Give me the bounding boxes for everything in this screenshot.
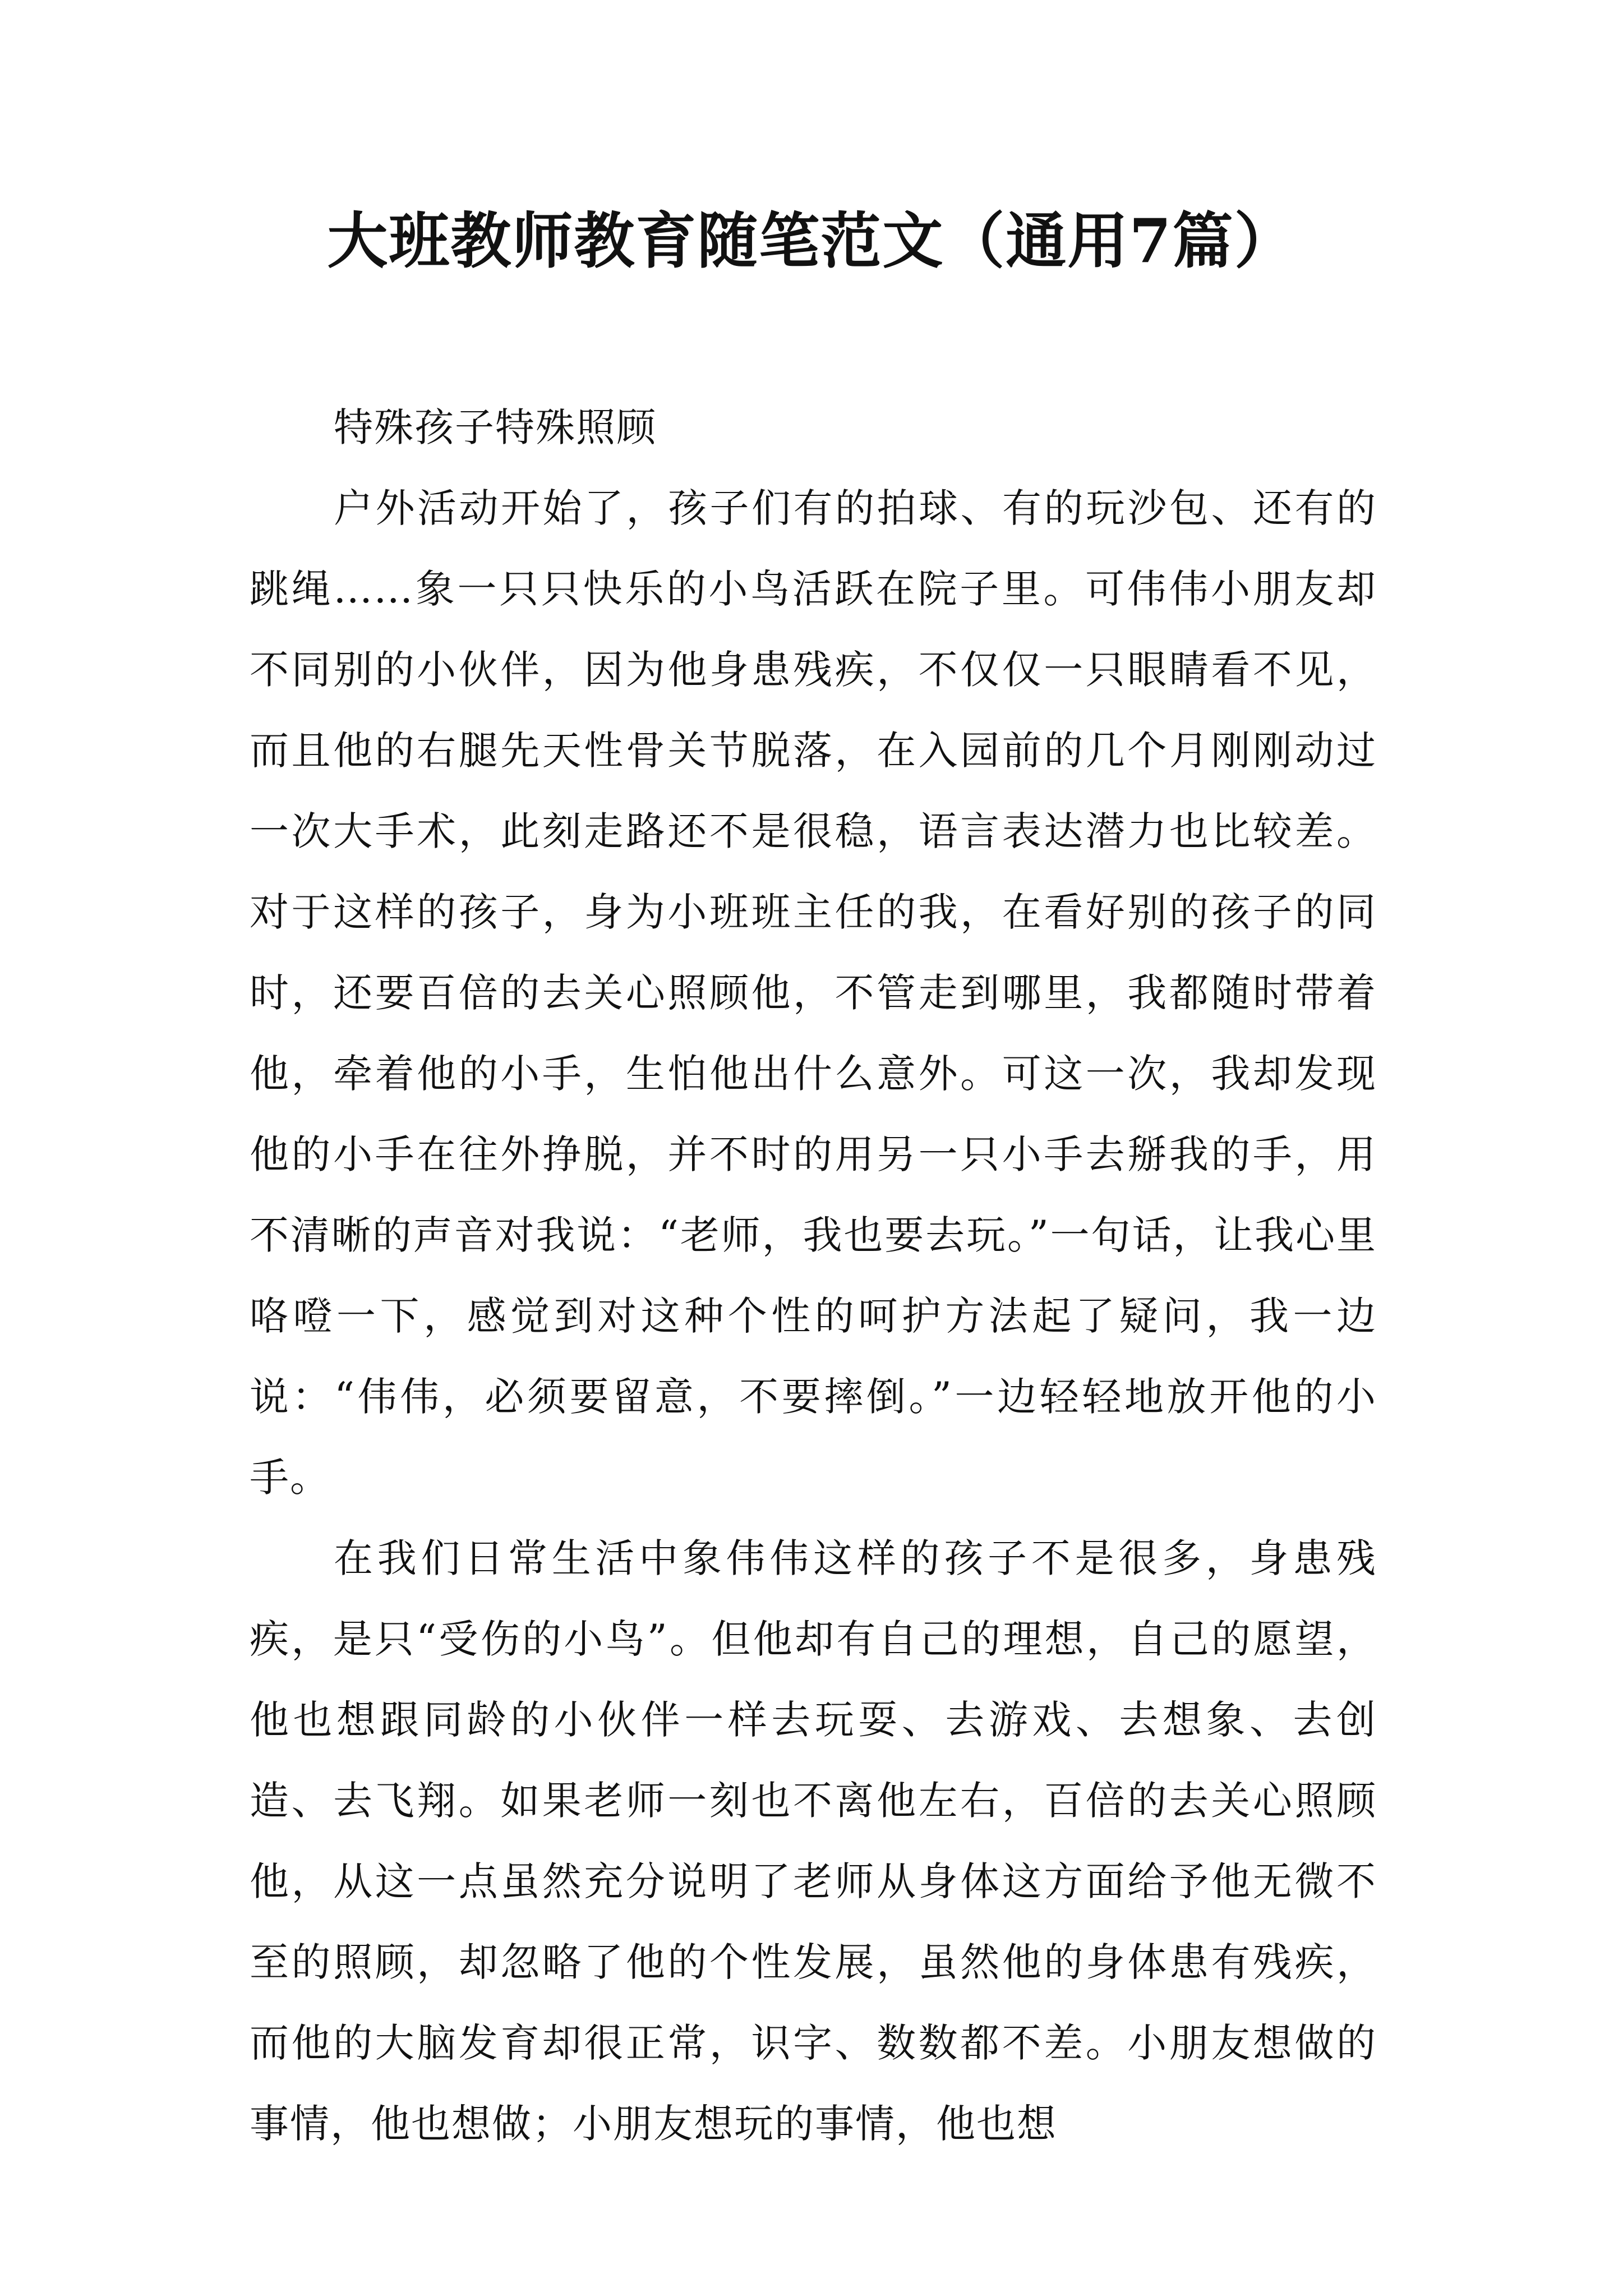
document-title: 大班教师教育随笔范文（通用7篇）	[327, 206, 1296, 277]
paragraph: 户外活动开始了，孩子们有的拍球、有的玩沙包、还有的跳绳……象一只只快乐的小鸟活跃在院子里。可伟伟小朋友却不同别的小伙伴，因为他身患残疾，不仅仅一只眼睛看不见，而且他的右腿先天性骨关节脱落，在入园前的几个月刚刚动过一次大手术，此刻走路还不是很稳，语言表达潜力也比较差。对于这样的孩子，身为小班班主任的我，在看好别的孩子的同时，还要百倍的去关心照顾他，不管走到哪里，我都随时带着他，牵着他的小手，生怕他出什么意外。可这一次，我却发现他的小手在往外挣脱，并不时的用另一只小手去掰我的手，用不清晰的声音对我说：“老师，我也要去玩。”一句话，让我心里咯噔一下，感觉到对这种个性的呵护方法起了疑问，我一边说：“伟伟，必须要留意，不要摔倒。”一边轻轻地放开他的小手。	[250, 485, 1377, 1501]
section-heading: 特殊孩子特殊照顾	[334, 404, 657, 450]
document-body	[250, 387, 1377, 2164]
paragraph: 在我们日常生活中象伟伟这样的孩子不是很多，身患残疾，是只“受伤的小鸟”。但他却有自己的理想，自己的愿望，他也想跟同龄的小伙伴一样去玩耍、去游戏、去想象、去创造、去飞翔。如果老师一刻也不离他左右，百倍的去关心照顾他，从这一点虽然充分说明了老师从身体这方面给予他无微不至的照顾，却忽略了他的个性发展，虽然他的身体患有残疾，而他的大脑发育却很正常，识字、数数都不差。小朋友想做的事情，他也想做；小朋友想玩的事情，他也想	[250, 1535, 1377, 2147]
